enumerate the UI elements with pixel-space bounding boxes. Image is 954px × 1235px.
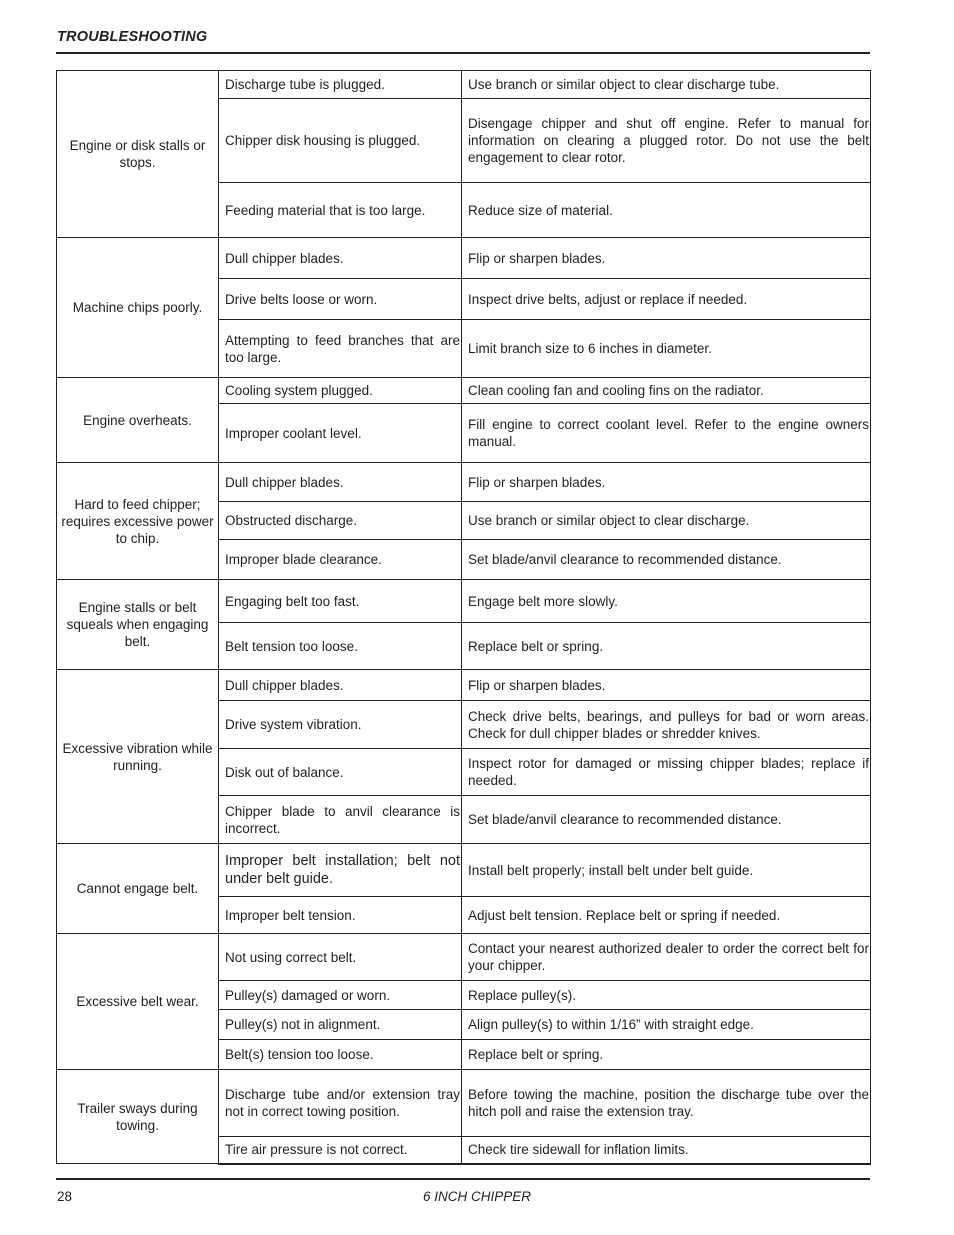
cause-cell: Chipper disk housing is plugged. xyxy=(219,99,462,183)
cause-cell: Improper belt tension. xyxy=(219,897,462,934)
remedy-cell: Align pulley(s) to within 1/16” with straight edge. xyxy=(462,1010,871,1040)
remedy-cell: Replace belt or spring. xyxy=(462,623,871,670)
remedy-cell: Replace belt or spring. xyxy=(462,1040,871,1070)
cause-cell: Pulley(s) damaged or worn. xyxy=(219,981,462,1010)
table-row xyxy=(57,238,871,279)
cause-cell: Belt tension too loose. xyxy=(219,623,462,670)
remedy-cell: Inspect drive belts, adjust or replace if needed. xyxy=(462,279,871,320)
cause-cell: Obstructed discharge. xyxy=(219,502,462,540)
cause-cell: Tire air pressure is not correct. xyxy=(219,1137,462,1164)
cause-cell: Improper belt installation; belt not under belt guide. xyxy=(219,844,462,897)
remedy-cell: Disengage chipper and shut off engine. Refer to manual for information on clearing a plugged rotor. Do not use the belt engagement to clear rotor. xyxy=(462,99,871,183)
table-row xyxy=(57,1070,871,1137)
table-row xyxy=(57,844,871,897)
cause-cell: Dull chipper blades. xyxy=(219,238,462,279)
problem-cell: Excessive belt wear. xyxy=(57,934,219,1070)
problem-cell: Engine overheats. xyxy=(57,378,219,463)
table-row xyxy=(57,71,871,99)
remedy-cell: Use branch or similar object to clear discharge tube. xyxy=(462,71,871,99)
problem-cell: Engine stalls or belt squeals when engaging belt. xyxy=(57,580,219,670)
remedy-cell: Contact your nearest authorized dealer to order the correct belt for your chipper. xyxy=(462,934,871,981)
problem-cell: Hard to feed chipper; requires excessive power to chip. xyxy=(57,463,219,580)
table-row xyxy=(57,463,871,502)
cause-cell: Feeding material that is too large. xyxy=(219,183,462,238)
remedy-cell: Fill engine to correct coolant level. Refer to the engine owners manual. xyxy=(462,404,871,463)
page-number: 28 xyxy=(57,1189,73,1204)
problem-cell: Trailer sways during towing. xyxy=(57,1070,219,1164)
remedy-cell: Install belt properly; install belt under belt guide. xyxy=(462,844,871,897)
header-rule xyxy=(56,52,870,54)
cause-cell: Improper blade clearance. xyxy=(219,540,462,580)
remedy-cell: Set blade/anvil clearance to recommended distance. xyxy=(462,540,871,580)
table-row xyxy=(57,378,871,404)
cause-cell: Chipper blade to anvil clearance is incorrect. xyxy=(219,796,462,844)
cause-cell: Drive belts loose or worn. xyxy=(219,279,462,320)
cause-cell: Engaging belt too fast. xyxy=(219,580,462,623)
remedy-cell: Check tire sidewall for inflation limits. xyxy=(462,1137,871,1164)
cause-cell: Dull chipper blades. xyxy=(219,670,462,701)
cause-cell: Attempting to feed branches that are too large. xyxy=(219,320,462,378)
cause-cell: Discharge tube and/or extension tray not in correct towing position. xyxy=(219,1070,462,1137)
cause-cell: Improper coolant level. xyxy=(219,404,462,463)
remedy-cell: Engage belt more slowly. xyxy=(462,580,871,623)
cause-cell: Drive system vibration. xyxy=(219,701,462,749)
cause-cell: Dull chipper blades. xyxy=(219,463,462,502)
table-row xyxy=(57,580,871,623)
remedy-cell: Clean cooling fan and cooling fins on the radiator. xyxy=(462,378,871,404)
section-title: TROUBLESHOOTING xyxy=(57,29,208,45)
remedy-cell: Flip or sharpen blades. xyxy=(462,238,871,279)
problem-cell: Engine or disk stalls or stops. xyxy=(57,71,219,238)
footer-rule xyxy=(56,1178,870,1180)
remedy-cell: Adjust belt tension. Replace belt or spring if needed. xyxy=(462,897,871,934)
cause-cell: Pulley(s) not in alignment. xyxy=(219,1010,462,1040)
table-row xyxy=(57,670,871,701)
document-title: 6 INCH CHIPPER xyxy=(422,1189,532,1204)
cause-cell: Cooling system plugged. xyxy=(219,378,462,404)
remedy-cell: Reduce size of material. xyxy=(462,183,871,238)
remedy-cell: Replace pulley(s). xyxy=(462,981,871,1010)
cause-cell: Discharge tube is plugged. xyxy=(219,71,462,99)
remedy-cell: Flip or sharpen blades. xyxy=(462,670,871,701)
problem-cell: Excessive vibration while running. xyxy=(57,670,219,844)
troubleshooting-table xyxy=(56,70,871,1165)
problem-cell: Machine chips poorly. xyxy=(57,238,219,378)
cause-cell: Not using correct belt. xyxy=(219,934,462,981)
remedy-cell: Inspect rotor for damaged or missing chipper blades; replace if needed. xyxy=(462,749,871,796)
table-row xyxy=(57,934,871,981)
remedy-cell: Limit branch size to 6 inches in diameter. xyxy=(462,320,871,378)
remedy-cell: Check drive belts, bearings, and pulleys for bad or worn areas. Check for dull chipper blades or shredder knives. xyxy=(462,701,871,749)
remedy-cell: Set blade/anvil clearance to recommended distance. xyxy=(462,796,871,844)
remedy-cell: Flip or sharpen blades. xyxy=(462,463,871,502)
cause-cell: Disk out of balance. xyxy=(219,749,462,796)
problem-cell: Cannot engage belt. xyxy=(57,844,219,934)
remedy-cell: Use branch or similar object to clear discharge. xyxy=(462,502,871,540)
cause-cell: Belt(s) tension too loose. xyxy=(219,1040,462,1070)
remedy-cell: Before towing the machine, position the discharge tube over the hitch poll and raise the extension tray. xyxy=(462,1070,871,1137)
